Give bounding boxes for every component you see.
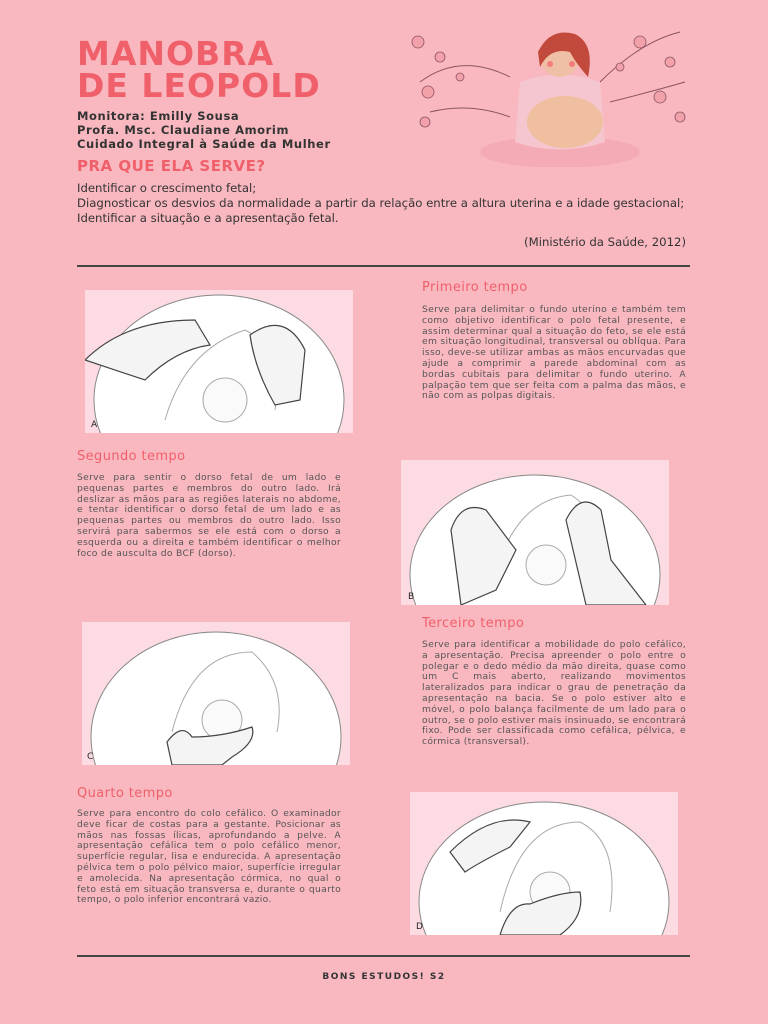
section-3-title: Terceiro tempo [422,616,525,631]
intro-line-1: Identificar o crescimento fetal; [77,181,257,195]
divider-top [77,265,690,267]
section-1-text: Serve para delimitar o fundo uterino e também tem como objetivo identificar o polo fetal presente, e assim determinar qual a situação do feto, se ele está em situação longitudinal, transversal ou oblíqua. Para isso, deve-se utilizar ambas as mãos encurvadas que ajude a comprimir a parede abdominal com as bordas cubitais para delimitar o fundo uterino. A palpação tem que ser feita com a palma das mãos, e não com as polpas digitais. [422,304,686,402]
section-1-title: Primeiro tempo [422,280,528,295]
figure-d-label: D [416,922,423,932]
title-line-2: DE LEOPOLD [77,66,321,105]
credit-monitor: Monitora: Emilly Sousa [77,109,240,123]
intro-line-3: Identificar a situação e a apresentação fetal. [77,211,339,225]
figure-c-label: C [87,752,94,762]
figure-d [410,792,678,935]
intro-heading: PRA QUE ELA SERVE? [77,157,266,175]
section-4-text: Serve para encontro do colo cefálico. O examinador deve ficar de costas para a gestante. Posicionar as mãos nas fossas ílicas, aprofundando a pelve. A apresentação cefálica tem o polo cefálico menor, superfície regular, lisa e endurecida. A apresentação pélvica tem o polo pélvico maior, superfície irregular e amolecida. Na apresentação córmica, no qual o feto está em situação transversa e, durante o quarto tempo, o polo inferior encontrará vazio. [77,808,341,906]
divider-bottom [77,955,690,957]
section-4-title: Quarto tempo [77,786,173,801]
credit-course: Cuidado Integral à Saúde da Mulher [77,137,331,151]
citation: (Ministério da Saúde, 2012) [524,235,686,249]
figure-c [82,622,350,765]
section-2-text: Serve para sentir o dorso fetal de um lado e pequenas partes e membros do outro lado. Irá deslizar as mãos para as regiões laterais no abdome, e tentar identificar o dorso fetal de um lado e as pequenas partes ou membros do outro lado. Isso servirá para sabermos se ele está com o dorso a esquerda ou a direita e também identificar o melhor foco de ausculta do BCF (dorso). [77,472,341,559]
pregnant-woman-illustration [400,22,690,167]
credits [77,109,417,151]
credit-professor: Profa. Msc. Claudiane Amorim [77,123,290,137]
footer-text: BONS ESTUDOS! S2 [322,972,446,982]
figure-b [401,460,669,605]
section-3-text: Serve para identificar a mobilidade do polo cefálico, a apresentação. Precisa apreender o polo entre o polegar e o dedo médio da mão direita, quase como um C mais aberto, realizando movimentos lateralizados para indicar o grau de penetração da apresentação na bacia. Se o polo estiver alto e móvel, o polo balança facilmente de um lado para o outro, se o polo estiver mais insinuado, se encontrará fixo. Pode ser classificada como cefálica, pélvica, e córmica (transversal). [422,639,686,748]
page-title [77,34,407,105]
intro-line-2: Diagnosticar os desvios da normalidade a partir da relação entre a altura uterina e a idade gestacional; [77,196,685,210]
figure-a-label: A [91,420,98,430]
section-2-title: Segundo tempo [77,449,186,464]
intro-text [77,181,692,226]
figure-a [85,290,353,433]
figure-b-label: B [408,592,415,602]
title-line-1: MANOBRA [77,34,275,73]
